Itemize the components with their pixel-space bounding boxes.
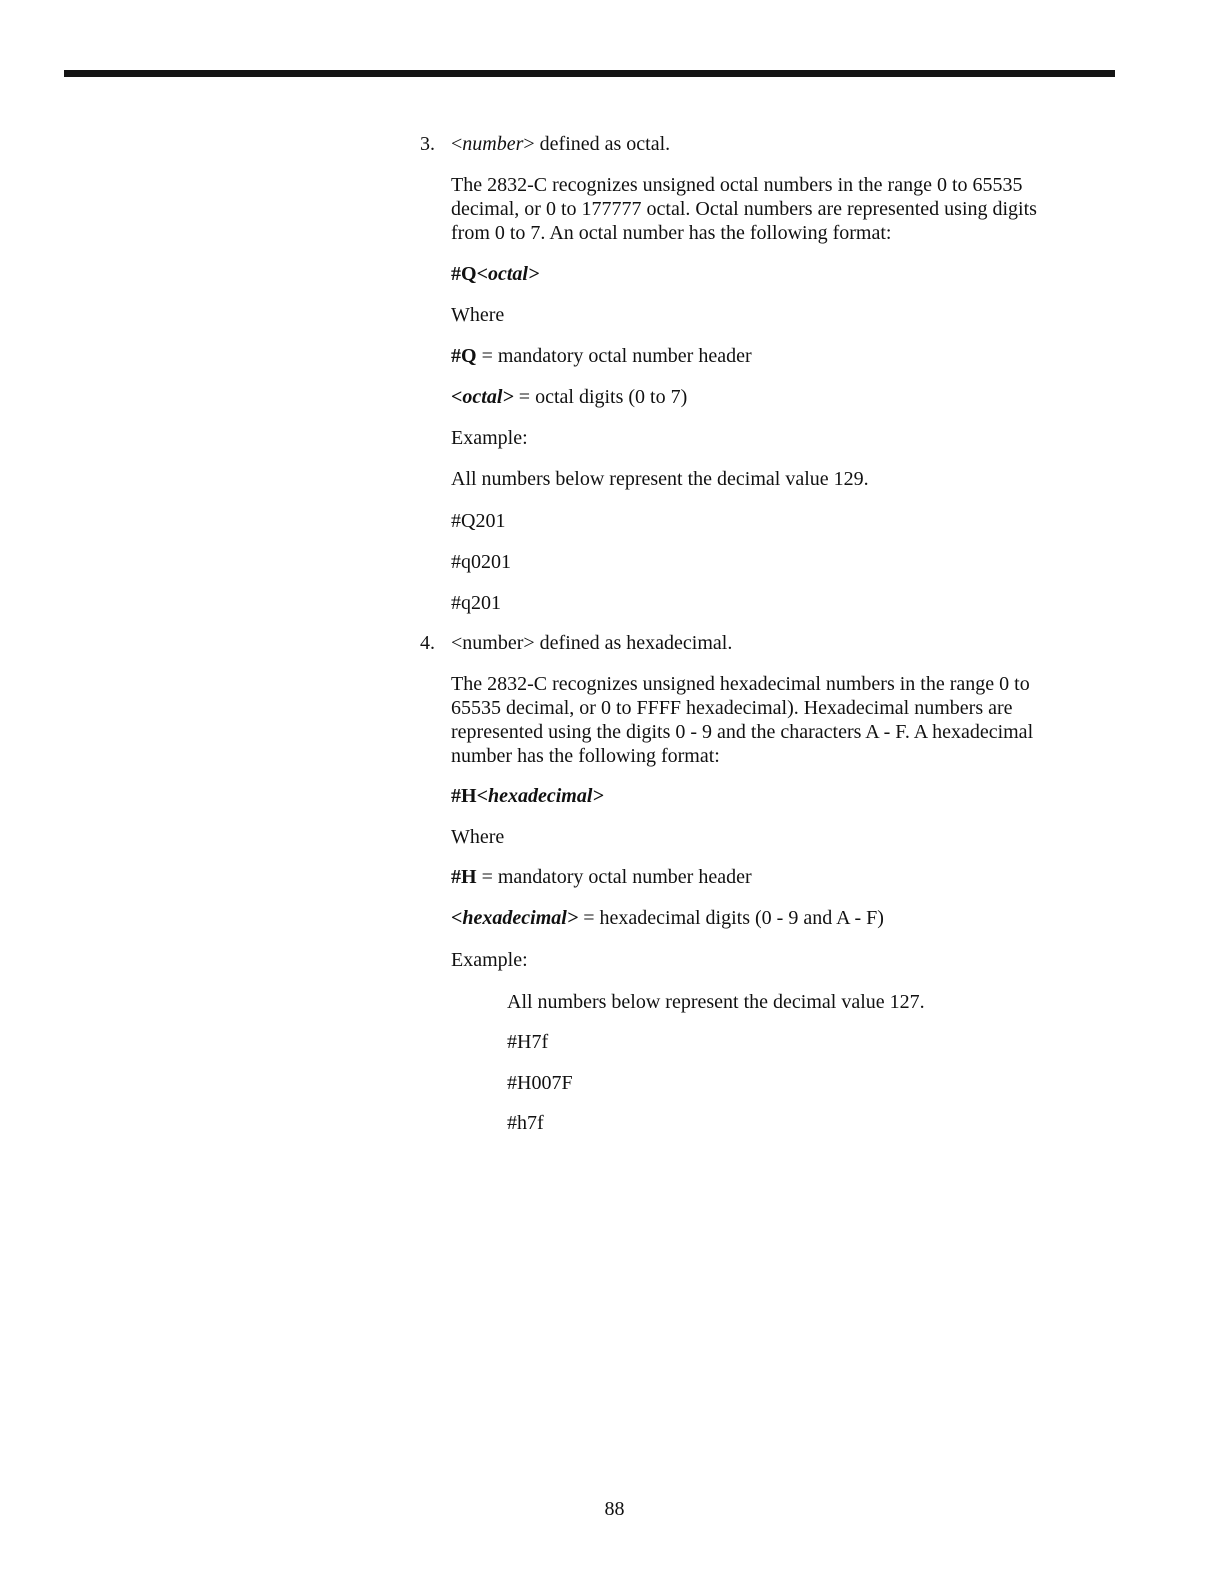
section-3-example-label: Example: xyxy=(451,427,528,449)
paragraph-line: The 2832-C recognizes unsigned octal numbers in the range 0 to 65535 xyxy=(451,174,1023,196)
definition-text: = mandatory octal number header xyxy=(476,345,752,367)
paragraph-line: from 0 to 7. An octal number has the following format: xyxy=(451,222,892,244)
heading-gt: > xyxy=(523,133,535,155)
section-4-paragraph xyxy=(451,672,1033,768)
section-4-example-item: #H007F xyxy=(507,1072,573,1094)
heading-term: number xyxy=(462,133,524,155)
heading-rest: defined as octal. xyxy=(534,133,671,155)
format-term: <octal> xyxy=(476,263,540,285)
section-4-example-item: #h7f xyxy=(507,1112,544,1134)
heading-lt: < xyxy=(451,133,463,155)
section-4-number: 4. xyxy=(420,632,435,654)
section-4-definition-header xyxy=(451,865,752,889)
section-4-heading: <number> defined as hexadecimal. xyxy=(451,632,733,654)
section-4-example-intro: All numbers below represent the decimal value 127. xyxy=(507,991,925,1013)
definition-term: <octal> xyxy=(451,386,514,408)
definition-term: #Q xyxy=(451,345,477,367)
section-3-example-item: #q0201 xyxy=(451,551,511,573)
definition-term: #H xyxy=(451,866,477,888)
section-4-definition-digits xyxy=(451,906,884,930)
paragraph-line: The 2832-C recognizes unsigned hexadecimal numbers in the range 0 to xyxy=(451,673,1030,695)
section-3-heading xyxy=(451,132,670,156)
paragraph-line: number has the following format: xyxy=(451,745,720,767)
paragraph-line: represented using the digits 0 - 9 and the characters A - F. A hexadecimal xyxy=(451,721,1034,743)
section-4-where: Where xyxy=(451,826,505,848)
definition-text: = octal digits (0 to 7) xyxy=(513,386,688,408)
format-prefix: #H xyxy=(451,785,477,807)
section-3-definition-digits xyxy=(451,385,687,409)
format-prefix: #Q xyxy=(451,263,477,285)
section-3-format xyxy=(451,262,539,286)
page-number: 88 xyxy=(604,1498,625,1520)
definition-text: = hexadecimal digits (0 - 9 and A - F) xyxy=(578,907,884,929)
definition-term: <hexadecimal> xyxy=(451,907,579,929)
section-3-number: 3. xyxy=(420,133,435,155)
section-3-paragraph xyxy=(451,173,1037,245)
section-4-example-label: Example: xyxy=(451,949,528,971)
paragraph-line: decimal, or 0 to 177777 octal. Octal numbers are represented using digits xyxy=(451,198,1037,220)
section-3-where: Where xyxy=(451,304,505,326)
section-3-example-intro: All numbers below represent the decimal value 129. xyxy=(451,468,869,490)
format-term: <hexadecimal> xyxy=(476,785,604,807)
section-4-example-item: #H7f xyxy=(507,1031,549,1053)
section-3-example-item: #q201 xyxy=(451,592,501,614)
section-3-example-item: #Q201 xyxy=(451,510,506,532)
definition-text: = mandatory octal number header xyxy=(476,866,752,888)
paragraph-line: 65535 decimal, or 0 to FFFF hexadecimal). Hexadecimal numbers are xyxy=(451,697,1013,719)
section-4-format xyxy=(451,784,604,808)
section-3-definition-header xyxy=(451,344,752,368)
